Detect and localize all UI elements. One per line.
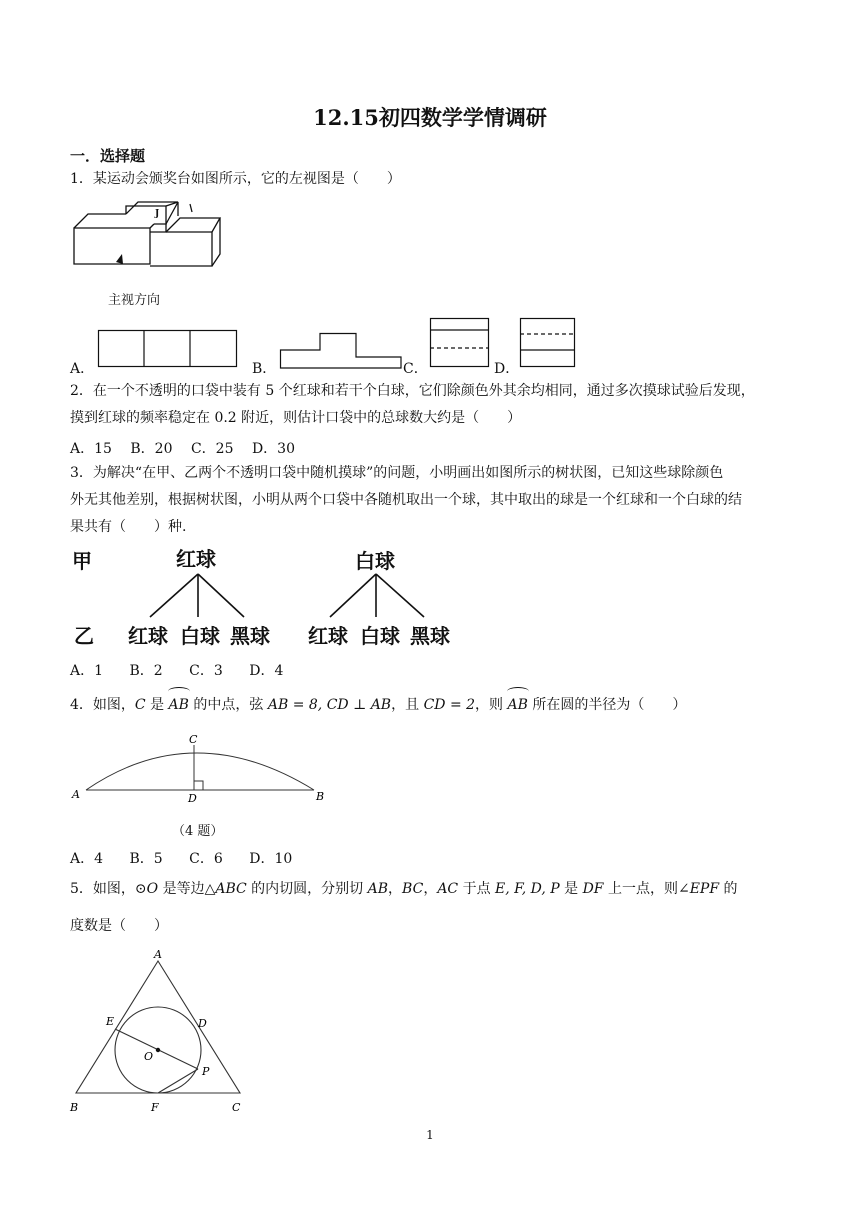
q5-ab: AB [367,881,389,897]
q4-option-b: B．5 [129,851,163,867]
q5-text-6: 上一点，则 [603,881,678,897]
q4-text-2: 是 [145,697,169,713]
q5-text-3: 的内切圆，分别切 [246,881,368,897]
q4-stem [70,692,830,719]
q5-figure [68,945,258,1117]
q5-text-2: 是等边 [158,881,205,897]
q2-option-d: D．30 [251,441,295,457]
q2-option-c: C．25 [190,441,234,457]
q5-ac: AC [437,881,459,897]
q5-points: E, F, D, P [495,881,560,897]
q5-label-o: O [144,1050,154,1063]
q4-option-d: D．10 [249,851,293,867]
q4-text-4: ，且 [391,697,424,713]
q4-label-b: B [316,790,325,803]
q1-stem: 1．某运动会颁奖台如图所示，它的左视图是（ ） [70,171,401,187]
q3-line1: 3．为解决“在甲、乙两个不透明口袋中随机摸球”的问题，小明画出如图所示的树状图，已知这些球除颜色 [70,465,724,481]
tree-leaf-black-2: 黑球 [410,624,450,648]
q4-text-6: 所在圆的半径为（ ） [527,697,687,713]
q4-options [70,848,306,868]
q2-line1: 2．在一个不透明的口袋中装有 5 个红球和若干个白球，它们除颜色外其余均相同，通过多次摸球试验后发现， [70,383,755,399]
q1-option-d-label: D． [494,361,520,377]
page-title: 12.15初四数学学情调研 [313,105,547,130]
q4-label-a: A [72,788,80,801]
q4-text-3: 的中点，弦 [188,697,268,713]
q5-angle: ∠EPF [677,881,720,897]
q5-label-d: D [198,1017,207,1030]
q4-cd: CD = 2 [423,697,476,713]
q2-option-a: A．15 [70,441,112,457]
q4-option-c: C．6 [189,851,223,867]
q5-label-p: P [202,1065,210,1078]
q5-stem [70,876,830,903]
q5-sep-2: ， [423,881,438,897]
tree-leaf-white-2: 白球 [360,624,400,648]
q4-figure [70,732,330,807]
tree-root-white: 白球 [355,549,395,573]
tree-root-red: 红球 [176,547,216,571]
q3-option-c: C．3 [189,663,223,679]
podium-mark: J [155,209,160,219]
q5-df: DF [582,881,604,897]
q1-option-a-label: A． [70,361,95,377]
q5-label-f: F [151,1101,159,1114]
q4-text-5: ，则 [475,697,508,713]
tree-label-yi: 乙 [74,624,94,648]
q5-label-c: C [232,1101,241,1114]
q5-triangle: △ABC [204,881,247,897]
q1-caption: 主视方向 [108,293,161,308]
q5-label-b: B [70,1101,79,1114]
q4-option-a: A．4 [70,851,104,867]
q5-text-7: 的 [719,881,738,897]
q1-option-c-label: C． [403,361,428,377]
q5-circle-o: ⊙O [134,881,159,897]
q5-label-a: A [154,948,162,961]
q1-option-b-label: B． [252,361,277,377]
q4-text-1: 4．如图， [70,697,135,713]
q3-option-d: D．4 [249,663,284,679]
q3-options [70,660,297,680]
q4-arc-ab-2: AB [508,692,528,719]
q5-text-1: 5．如图， [70,881,135,897]
q5-line2: 度数是（ ） [70,918,168,934]
q4-label-c: C [189,733,198,746]
q4-label-d: D [188,792,197,805]
q5-sep-1: ， [388,881,403,897]
q2-line2: 摸到红球的频率稳定在 0.2 附近，则估计口袋中的总球数大约是（ ） [70,410,522,426]
q4-caption: （4 题） [172,824,224,839]
q5-text-5: 是 [559,881,583,897]
section-heading: 一．选择题 [70,147,146,165]
q3-line2: 外无其他差别，根据树状图，小明从两个口袋中各随机取出一个球，其中取出的球是一个红球和一个白球的结 [70,492,742,508]
tree-leaf-black-1: 黑球 [230,624,270,648]
q5-bc: BC [402,881,424,897]
tree-label-jia: 甲 [72,549,92,573]
q5-label-e: E [106,1015,115,1028]
q3-option-a: A．1 [70,663,104,679]
tree-leaf-red-2: 红球 [308,624,348,648]
q3-option-b: B．2 [129,663,163,679]
page-number: 1 [426,1128,434,1142]
q2-option-b: B．20 [130,441,173,457]
q3-line3: 果共有（ ）种. [70,519,187,535]
tree-leaf-white-1: 白球 [180,624,220,648]
q4-point-c: C [134,697,146,713]
tree-leaf-red-1: 红球 [128,624,168,648]
q4-condition: AB = 8, CD ⊥ AB [267,697,392,713]
q4-arc-ab: AB [169,692,189,719]
q5-text-4: 于点 [458,881,496,897]
